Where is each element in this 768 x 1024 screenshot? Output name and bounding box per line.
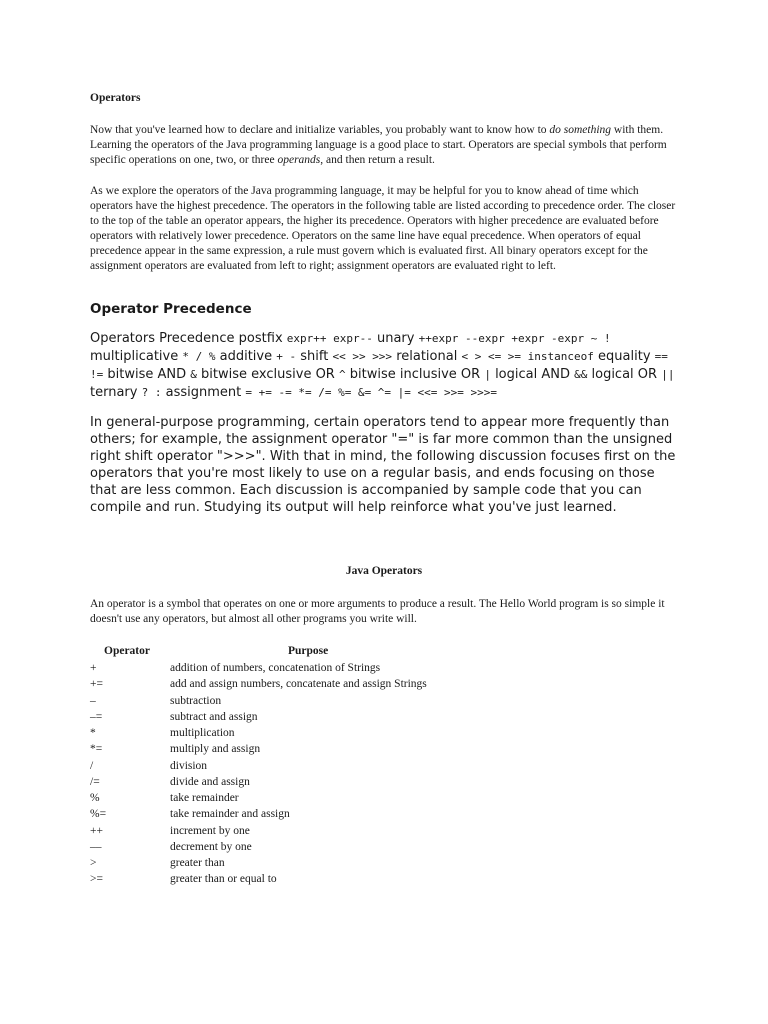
operator-purpose: multiply and assign bbox=[170, 743, 261, 756]
table-header-row bbox=[90, 644, 678, 661]
operator-symbol: –= bbox=[90, 710, 103, 723]
operator-symbol: * bbox=[90, 727, 96, 739]
table-row bbox=[90, 694, 678, 710]
precedence-unary-ops: ++expr --expr +expr -expr ~ ! bbox=[418, 332, 611, 345]
operator-symbol: + bbox=[90, 662, 97, 674]
java-operators-heading: Java Operators bbox=[345, 565, 423, 577]
precedence-label: shift bbox=[296, 349, 333, 364]
precedence-bitwise-and-op: & bbox=[190, 368, 197, 381]
table-row bbox=[90, 840, 678, 856]
operator-symbol: % bbox=[90, 792, 100, 804]
operator-precedence-heading: Operator Precedence bbox=[90, 301, 252, 317]
operator-symbol: ++ bbox=[90, 824, 103, 837]
table-body bbox=[90, 661, 678, 889]
operator-symbol: – bbox=[90, 694, 96, 707]
operator-purpose: greater than or equal to bbox=[170, 873, 277, 886]
operator-purpose: greater than bbox=[170, 857, 225, 869]
precedence-logical-or-op: || bbox=[661, 368, 675, 381]
operator-symbol: /= bbox=[90, 775, 100, 788]
operator-symbol: >= bbox=[90, 873, 103, 886]
precedence-equality-ops: == != bbox=[90, 350, 668, 381]
precedence-postfix-ops: expr++ expr-- bbox=[286, 332, 373, 345]
table-row bbox=[90, 726, 678, 742]
precedence-label: equality bbox=[593, 349, 655, 364]
precedence-label: logical OR bbox=[587, 367, 662, 382]
precedence-relational-ops: < > <= >= instanceof bbox=[461, 350, 594, 363]
operator-symbol: *= bbox=[90, 743, 103, 756]
intro-emphasis-do-something: do something bbox=[549, 124, 612, 136]
document-title: Operators bbox=[90, 92, 141, 104]
operator-purpose: division bbox=[170, 759, 208, 772]
precedence-label: logical AND bbox=[490, 367, 575, 382]
table-row bbox=[90, 775, 678, 791]
table-row bbox=[90, 742, 678, 758]
general-purpose-paragraph: In general-purpose programming, certain operators tend to appear more frequently than others; for example, the assignment operator "=" is far more common than the unsigned right shift operator ">>>". With that in mind, the following discussion focuses first on the operators that you're most likely to use on a regular basis, and ends focusing on those that are less common. Each discussion is accompanied by sample code that you can compile and run. Studying its output will help reinforce what you've just learned. bbox=[90, 415, 676, 515]
operator-symbol: %= bbox=[90, 808, 107, 821]
operator-purpose: subtraction bbox=[170, 694, 222, 707]
precedence-label: additive bbox=[215, 349, 277, 364]
intro-text-3: , and then return a result. bbox=[320, 154, 435, 166]
precedence-additive-ops: + - bbox=[276, 350, 297, 363]
precedence-logical-and-op: && bbox=[574, 368, 588, 381]
operator-purpose: add and assign numbers, concatenate and assign Strings bbox=[170, 678, 427, 691]
precedence-ternary-op: ? : bbox=[141, 386, 162, 399]
precedence-label: bitwise inclusive OR bbox=[345, 367, 485, 382]
intro-text-2: with them. Learning the operators of the Java programming language is a good place to start. Operators are special symbols that perform specific operations on one, two, or three bbox=[90, 124, 667, 166]
operator-symbol: –– bbox=[90, 840, 102, 853]
operator-purpose: subtract and assign bbox=[170, 710, 258, 723]
operator-purpose: decrement by one bbox=[170, 840, 252, 853]
precedence-label: unary bbox=[372, 331, 419, 346]
precedence-label: bitwise exclusive OR bbox=[196, 367, 339, 382]
table-row bbox=[90, 807, 678, 823]
intro-text-1: Now that you've learned how to declare and initialize variables, you probably want to know how to bbox=[90, 124, 550, 136]
table-row bbox=[90, 661, 678, 677]
precedence-label: relational bbox=[392, 349, 462, 364]
table-row bbox=[90, 791, 678, 807]
precedence-assignment-ops: = += -= *= /= %= &= ^= |= <<= >>= >>>= bbox=[245, 386, 498, 399]
precedence-multiplicative-ops: * / % bbox=[182, 350, 216, 363]
operator-purpose: multiplication bbox=[170, 727, 235, 739]
table-row bbox=[90, 759, 678, 775]
precedence-label: Operators Precedence postfix bbox=[90, 331, 287, 346]
operators-table bbox=[90, 644, 678, 889]
table-header-operator: Operator bbox=[104, 645, 150, 657]
table-row bbox=[90, 856, 678, 872]
precedence-label: assignment bbox=[161, 385, 246, 400]
precedence-label: ternary bbox=[90, 385, 142, 400]
table-row bbox=[90, 824, 678, 840]
precedence-shift-ops: << >> >>> bbox=[332, 350, 393, 363]
operator-definition-paragraph: An operator is a symbol that operates on one or more arguments to produce a result. The Hello World program is so simple it doesn't use any operators, but almost all other programs you write will. bbox=[90, 598, 665, 625]
table-row bbox=[90, 677, 678, 693]
precedence-bitwise-xor-op: ^ bbox=[338, 368, 346, 381]
precedence-label: bitwise AND bbox=[103, 367, 191, 382]
operator-precedence-list bbox=[90, 330, 680, 402]
precedence-explanation-paragraph: As we explore the operators of the Java programming language, it may be helpful for you to know ahead of time which operators have the highest precedence. The operators in the following table are listed according to precedence order. The closer to the top of the table an operator appears, the higher its precedence. Operators with higher precedence are evaluated before operators with relatively lower precedence. Operators on the same line have equal precedence. When operators of equal precedence appear in the same expression, a rule must govern which is evaluated first. All binary operators except for the assignment operators are evaluated from left to right; assignment operators are evaluated right to left. bbox=[90, 185, 676, 272]
operator-purpose: take remainder and assign bbox=[170, 808, 290, 821]
operator-purpose: take remainder bbox=[170, 792, 239, 804]
operator-symbol: / bbox=[90, 759, 94, 772]
operator-purpose: addition of numbers, concatenation of Strings bbox=[170, 662, 381, 674]
operator-symbol: += bbox=[90, 678, 103, 691]
table-row bbox=[90, 872, 678, 888]
intro-paragraph bbox=[90, 123, 680, 168]
operator-purpose: increment by one bbox=[170, 824, 250, 837]
operator-purpose: divide and assign bbox=[170, 775, 250, 788]
precedence-label: multiplicative bbox=[90, 349, 183, 364]
table-header-purpose: Purpose bbox=[288, 645, 329, 657]
table-row bbox=[90, 710, 678, 726]
operator-symbol: > bbox=[90, 857, 97, 869]
precedence-bitwise-or-op: | bbox=[484, 368, 491, 381]
intro-emphasis-operands: operands bbox=[277, 154, 321, 166]
